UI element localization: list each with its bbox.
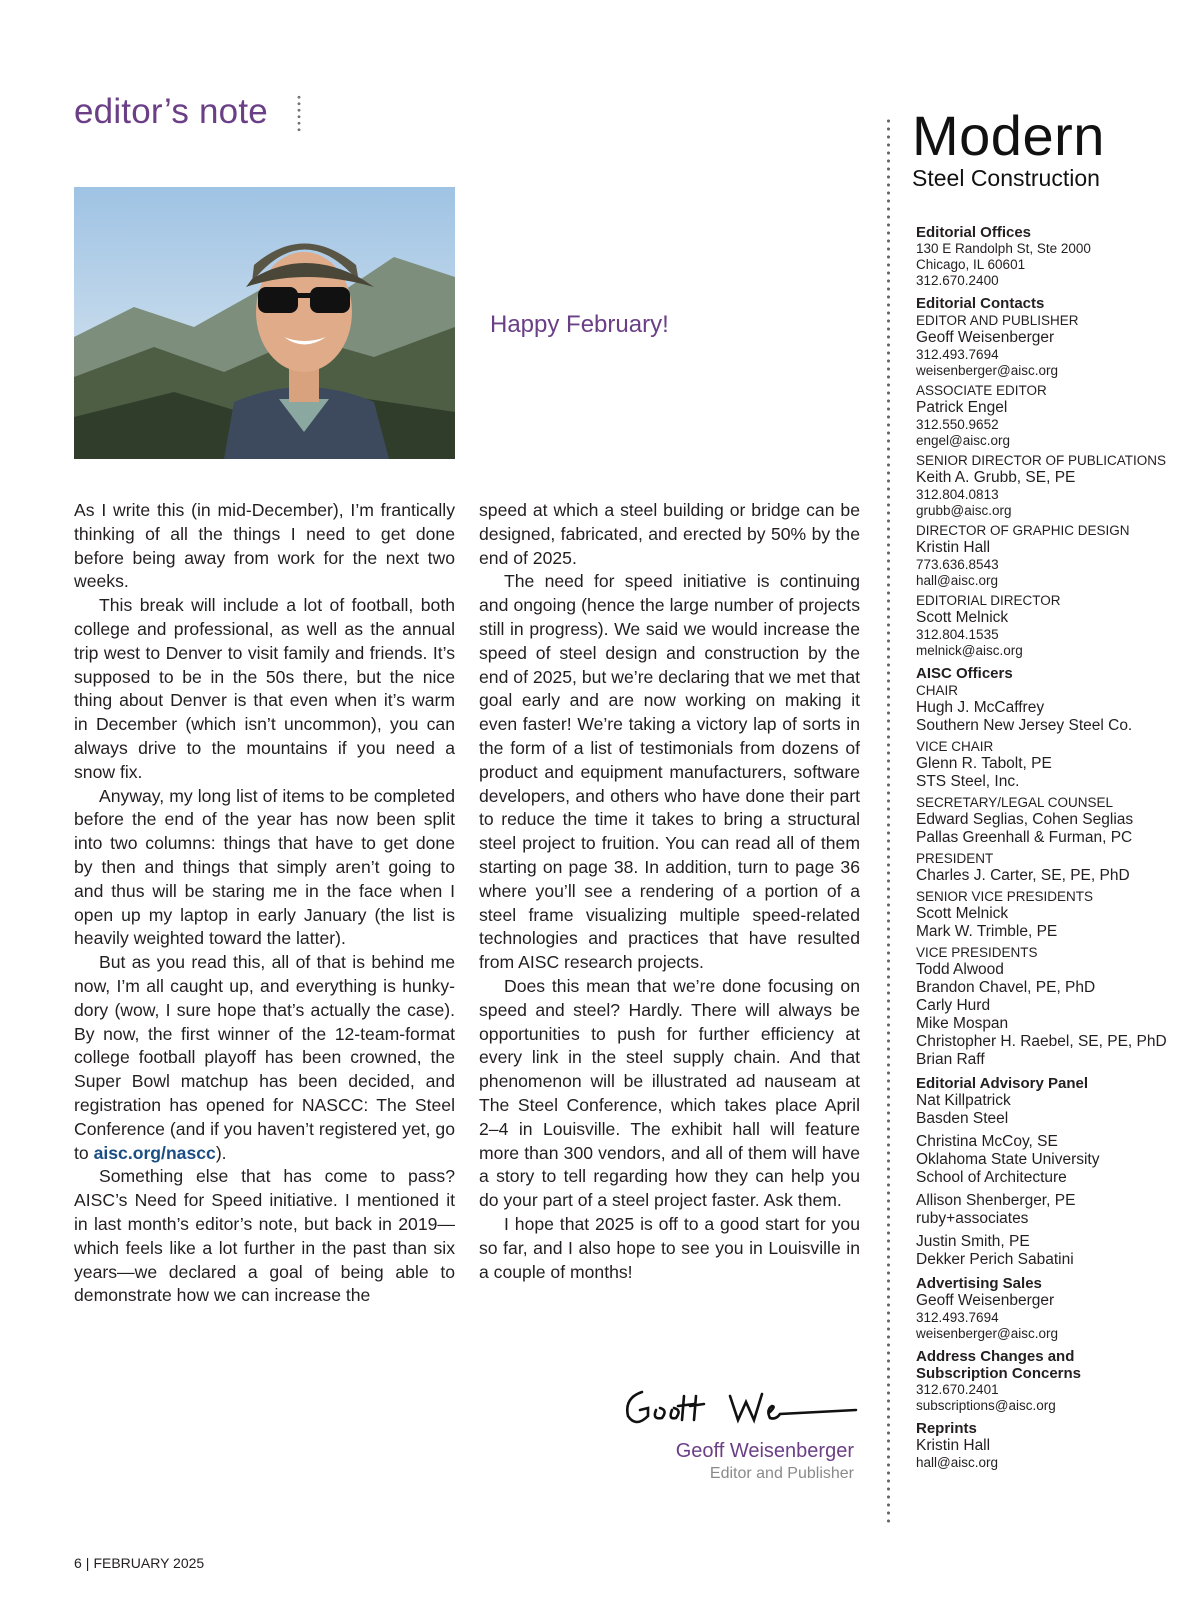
greeting: Happy February! (490, 311, 669, 338)
officer-name: Charles J. Carter, SE, PE, PhD (916, 867, 1130, 884)
contact-name: Geoff Weisenberger (916, 329, 1055, 346)
contact-role: DIRECTOR OF GRAPHIC DESIGN (916, 523, 1130, 538)
masthead-line-2: Steel Construction (912, 165, 1100, 191)
contact-name: Geoff Weisenberger (916, 1292, 1055, 1309)
contact-phone: 312.550.9652 (916, 417, 999, 432)
panel-member-affiliation: School of Architecture (916, 1169, 1067, 1186)
reprints (916, 1420, 1196, 1471)
signoff-title: Editor and Publisher (709, 1465, 854, 1482)
panel-member-affiliation: Basden Steel (916, 1110, 1009, 1127)
editorial-contacts (916, 295, 1196, 659)
officer-name: Mark W. Trimble, PE (916, 923, 1058, 940)
officer-name: Todd Alwood (916, 961, 1004, 978)
contact-name: Kristin Hall (916, 1437, 991, 1454)
paragraph: Anyway, my long list of items to be completed before the end of the year has now been split into two columns: things that have to get done by then and things that simply aren’t going to and thus will be staring me in the face when I open up my laptop in early January (the list is heavily weighted toward the latter). (74, 785, 455, 949)
contact-entry (916, 312, 1196, 379)
contact-phone: 312.804.1535 (916, 627, 999, 642)
contact-phone: 312.493.7694 (916, 347, 999, 362)
officer-name: Hugh J. McCaffrey (916, 699, 1045, 716)
panel-member (916, 1192, 1196, 1228)
contact-role: SENIOR DIRECTOR OF PUBLICATIONS (916, 453, 1167, 468)
section-heading: Editorial Offices (916, 224, 1032, 241)
officer-role: VICE PRESIDENTS (916, 945, 1038, 960)
staff-sidebar (916, 224, 1196, 1477)
nascc-link[interactable]: aisc.org/nascc (93, 1142, 216, 1163)
panel-member (916, 1133, 1196, 1187)
page-title: editor’s note (74, 92, 268, 131)
contact-email[interactable]: hall@aisc.org (916, 1455, 998, 1470)
section-heading: Editorial Contacts (916, 295, 1045, 312)
masthead-logo (912, 104, 1105, 191)
section-heading: Advertising Sales (916, 1275, 1042, 1292)
editor-photo-illustration (74, 187, 455, 459)
contact-name: Patrick Engel (916, 399, 1008, 416)
officer-name: Brian Raff (916, 1051, 985, 1068)
section-heading: AISC Officers (916, 665, 1013, 682)
officer-name: Carly Hurd (916, 997, 991, 1014)
officer-name: Edward Seglias, Cohen Seglias (916, 811, 1134, 828)
editorial-offices (916, 224, 1196, 289)
panel-member-name: Allison Shenberger, PE (916, 1192, 1076, 1209)
paragraph-text: But as you read this, all of that is behind me now, I’m all caught up, and everything is hunky-dory (wow, I sure hope that’s actually the case). By now, the first winner of the 12-team-format college football playoff has been crowned, the Super Bowl matchup has been decided, and registration has opened for NASCC: The Steel Conference (and if you haven’t registered yet, go to (74, 952, 455, 1163)
paragraph: speed at which a steel building or bridge can be designed, fabricated, and erected by 50% by the end of 2025. (479, 500, 860, 568)
contact-email[interactable]: engel@aisc.org (916, 433, 1011, 448)
article-column-1 (74, 499, 455, 1308)
officer-role: SECRETARY/LEGAL COUNSEL (916, 795, 1114, 810)
contact-email[interactable]: melnick@aisc.org (916, 643, 1023, 658)
advertising-sales (916, 1275, 1196, 1342)
officer-name: Christopher H. Raebel, SE, PE, PhD (916, 1033, 1167, 1050)
panel-member-affiliation: Oklahoma State University (916, 1151, 1100, 1168)
contact-entry (916, 522, 1196, 589)
contact-email[interactable]: grubb@aisc.org (916, 503, 1012, 518)
panel-member-name: Justin Smith, PE (916, 1233, 1030, 1250)
officer-company: Southern New Jersey Steel Co. (916, 717, 1133, 734)
editorial-advisory-panel (916, 1075, 1196, 1269)
paragraph: I hope that 2025 is off to a good start for you so far, and I also hope to see you in Louisville in a couple of months! (479, 1213, 860, 1282)
contact-email[interactable]: weisenberger@aisc.org (916, 1326, 1059, 1341)
paragraph: The need for speed initiative is continuing and ongoing (hence the large number of projects still in progress). We said we would increase the speed of steel design and construction by the end of 2025, but we’re declaring that we met that goal early and are now working on making it even faster! We’re taking a victory lap of sorts in the form of a list of testimonials from dozens of product and equipment manufacturers, software developers, and others who have done their part to reduce the time it takes to bring a structural steel project to fruition. You can read all of them starting on page 38. In addition, turn to page 36 where you’ll see a rendering of a portion of a steel frame visualizing multiple speed-related technologies and practices that have resulted from AISC research projects. (479, 571, 860, 973)
issue-date: FEBRUARY 2025 (93, 1555, 205, 1571)
officer-company: STS Steel, Inc. (916, 773, 1020, 790)
contact-name: Kristin Hall (916, 539, 991, 556)
panel-member-name: Christina McCoy, SE (916, 1133, 1058, 1150)
subscription-concerns (916, 1348, 1196, 1414)
paragraph: Something else that has come to pass? AISC’s Need for Speed initiative. I mentioned it in last month’s editor’s note, but back in 2019—which feels like a lot further in the past than six years—we declared a goal of being able to demonstrate how we can increase the (74, 1166, 455, 1306)
panel-member-affiliation: ruby+associates (916, 1210, 1029, 1227)
contact-entry (916, 382, 1196, 449)
section-heading: Editorial Advisory Panel (916, 1075, 1088, 1092)
officer-name: Glenn R. Tabolt, PE (916, 755, 1052, 772)
aisc-officers (916, 665, 1196, 1069)
signoff-name: Geoff Weisenberger (675, 1440, 854, 1462)
masthead-line-1: Modern (912, 104, 1105, 167)
contact-phone: 773.636.8543 (916, 557, 999, 572)
contact-email[interactable]: subscriptions@aisc.org (916, 1398, 1056, 1413)
officer-name: Mike Mospan (916, 1015, 1009, 1032)
officer-company: Pallas Greenhall & Furman, PC (916, 829, 1133, 846)
sidebar-dotted-divider (886, 117, 891, 1527)
address-line: 130 E Randolph St, Ste 2000 (916, 241, 1091, 256)
section-heading: Reprints (916, 1420, 977, 1437)
link-trailer: ). (215, 1142, 227, 1163)
paragraph: Does this mean that we’re done focusing on speed and steel? Hardly. There will always be opportunities to push for further efficiency at every link in the steel supply chain. And that phenomenon will be illustrated ad nauseam at The Steel Conference, which takes place April 2–4 in Louisville. The exhibit hall will feature more than 300 vendors, and all of them will have a story to tell regarding how they can help you do your part of a steel project faster. Ask them. (479, 975, 860, 1211)
contact-role: ASSOCIATE EDITOR (916, 383, 1047, 398)
contact-name: Keith A. Grubb, SE, PE (916, 469, 1076, 486)
panel-member (916, 1233, 1196, 1269)
panel-member (916, 1092, 1196, 1128)
contact-entry (916, 452, 1196, 519)
handwritten-signature (622, 1380, 858, 1432)
paragraph: This break will include a lot of football, both college and professional, as well as the annual trip west to Denver to visit family and friends. It’s supposed to be in the 50s there, but the nice thing about Denver is that even when it’s warm in December (which isn’t uncommon), you can always drive to the mountains if you need a snow fix. (74, 595, 455, 782)
contact-name: Scott Melnick (916, 609, 1009, 626)
section-heading: Subscription Concerns (916, 1365, 1082, 1382)
panel-member-name: Nat Killpatrick (916, 1092, 1011, 1109)
section-heading: Address Changes and (916, 1348, 1075, 1365)
officer-role: PRESIDENT (916, 851, 994, 866)
paragraph: As I write this (in mid-December), I’m frantically thinking of all the things I need to get done before being away from work for the next two weeks. (74, 500, 455, 592)
footer-separator: | (85, 1555, 90, 1571)
officer-name: Scott Melnick (916, 905, 1009, 922)
dotted-divider (297, 94, 301, 134)
article-column-2 (479, 499, 860, 1284)
contact-entry (916, 592, 1196, 659)
address-line: Chicago, IL 60601 (916, 257, 1026, 272)
paragraph-with-link (74, 951, 455, 1165)
officer-role: SENIOR VICE PRESIDENTS (916, 889, 1094, 904)
page-number: 6 (74, 1555, 82, 1571)
officer-name: Brandon Chavel, PE, PhD (916, 979, 1096, 996)
contact-phone: 312.493.7694 (916, 1310, 999, 1325)
editor-photo (74, 187, 455, 459)
officer-role: VICE CHAIR (916, 739, 994, 754)
officer-role: CHAIR (916, 683, 959, 698)
phone: 312.670.2400 (916, 273, 999, 288)
panel-member-affiliation: Dekker Perich Sabatini (916, 1251, 1074, 1268)
contact-email[interactable]: hall@aisc.org (916, 573, 998, 588)
contact-email[interactable]: weisenberger@aisc.org (916, 363, 1059, 378)
contact-role: EDITOR AND PUBLISHER (916, 313, 1079, 328)
contact-phone: 312.670.2401 (916, 1382, 999, 1397)
contact-phone: 312.804.0813 (916, 487, 999, 502)
page-footer (74, 1555, 204, 1571)
contact-role: EDITORIAL DIRECTOR (916, 593, 1061, 608)
